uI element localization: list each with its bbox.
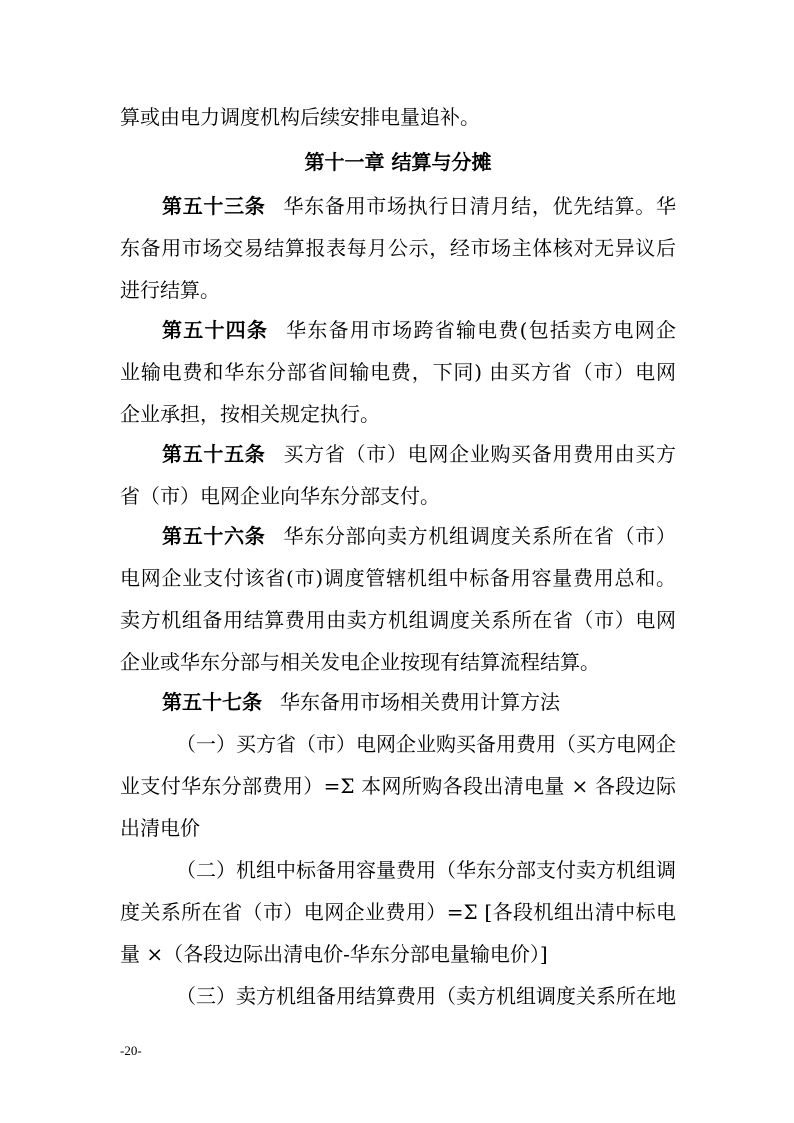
- text-line: 省（市）电网企业向华东分部支付。: [120, 484, 440, 508]
- article-label: 第五十五条: [162, 442, 266, 466]
- text-line: 量 ×（各段边际出清电价-华东分部电量输电价）]: [120, 942, 548, 966]
- article-53-line: [162, 192, 676, 220]
- item-1-line: （一）买方省（市）电网企业购买备用费用（买方电网企: [176, 732, 676, 756]
- article-text: 华东分部向卖方机组调度关系所在省（市）: [283, 524, 677, 548]
- text-line: 算或由电力调度机构后续安排电量追补。: [120, 105, 480, 129]
- article-label: 第五十六条: [162, 524, 266, 548]
- article-text: 华东备用市场跨省输电费(包括卖方电网企: [286, 318, 677, 342]
- text-line: 卖方机组备用结算费用由卖方机组调度关系所在省（市）电网: [120, 608, 676, 632]
- article-label: 第五十四条: [162, 318, 269, 342]
- article-text: 华东备用市场执行日清月结，优先结算。华: [283, 194, 677, 218]
- text-line: 出清电价: [120, 816, 200, 840]
- text-line: 企业承担，按相关规定执行。: [120, 402, 380, 426]
- text-line: 东备用市场交易结算报表每月公示，经市场主体核对无异议后: [120, 236, 676, 260]
- page-number: -20-: [120, 1043, 142, 1058]
- text-line: 业输电费和华东分部省间输电费，下同) 由买方省（市）电网: [120, 360, 676, 384]
- article-text: 买方省（市）电网企业购买备用费用由买方: [283, 442, 677, 466]
- article-text: 华东备用市场相关费用计算方法: [280, 690, 560, 714]
- text-line: 企业或华东分部与相关发电企业按现有结算流程结算。: [120, 650, 600, 674]
- text-line: 进行结算。: [120, 278, 220, 302]
- text-line: 电网企业支付该省(市)调度管辖机组中标备用容量费用总和。: [120, 566, 676, 590]
- item-2-line: （二）机组中标备用容量费用（华东分部支付卖方机组调: [176, 858, 676, 882]
- article-label: 第五十三条: [162, 194, 266, 218]
- text-line: 业支付华东分部费用）=Σ 本网所购各段出清电量 × 各段边际: [120, 774, 676, 798]
- article-56-line: [162, 522, 676, 550]
- text-line: 度关系所在省（市）电网企业费用）=Σ [各段机组出清中标电: [120, 900, 676, 924]
- article-55-line: [162, 440, 676, 468]
- article-label: 第五十七条: [162, 690, 262, 714]
- article-54-line: [162, 316, 676, 344]
- chapter-heading: 第十一章 结算与分摊: [304, 150, 492, 174]
- article-57-line: [162, 688, 676, 716]
- item-3-line: （三）卖方机组备用结算费用（卖方机组调度关系所在地: [176, 984, 676, 1008]
